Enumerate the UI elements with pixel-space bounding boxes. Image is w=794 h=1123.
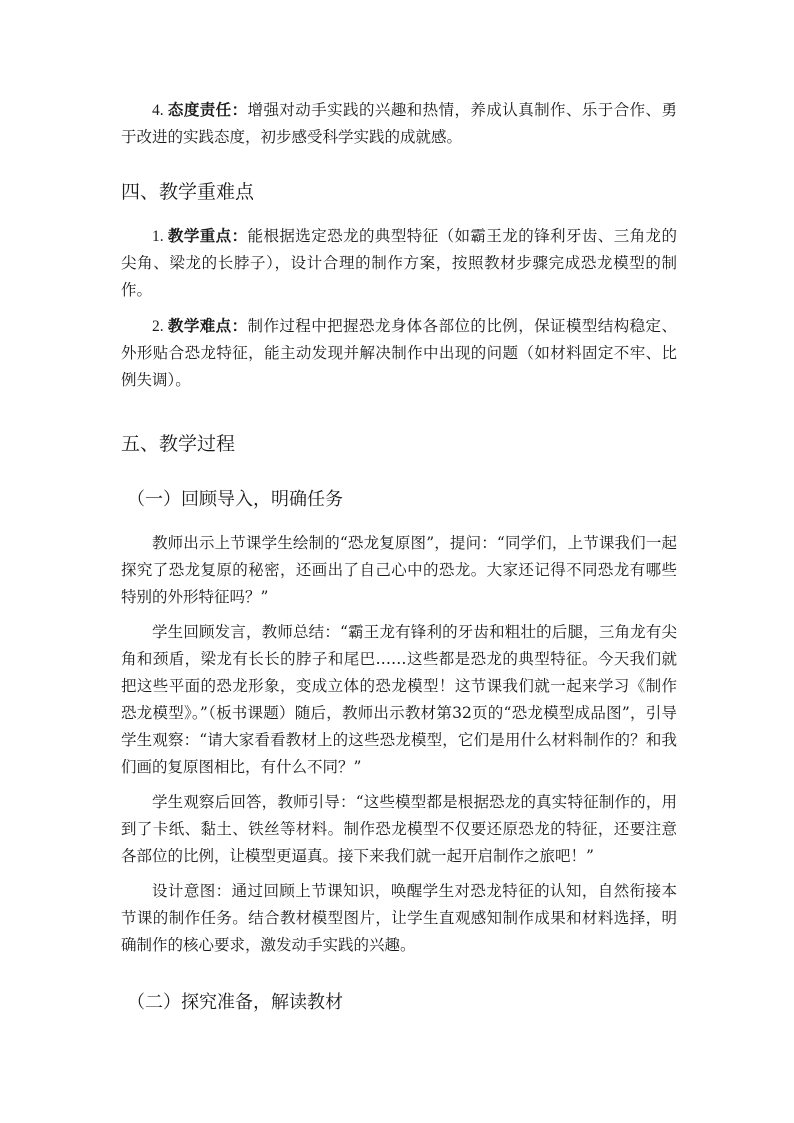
section-heading-4: 四、教学重难点: [121, 181, 255, 203]
list-number: 2.: [152, 318, 168, 335]
bold-lead: 教学重点：: [167, 226, 248, 245]
list-number: 1.: [152, 228, 168, 245]
document-page: [121, 96, 677, 1017]
section-heading-5: 五、教学过程: [121, 433, 236, 455]
attitude-paragraph: [121, 96, 677, 151]
bold-lead: 教学难点：: [167, 316, 248, 335]
list-number: 4.: [152, 102, 168, 119]
process-paragraph-3: 学生观察后回答，教师引导：“这些模型都是根据恐龙的真实特征制作的，用到了卡纸、黏土、铁丝等材料。制作恐龙模型不仅要还原恐龙的特征，还要注意各部位的比例，让模型更逼真。接下来我们就一起开启制作之旅吧！”: [121, 793, 677, 865]
paragraph-text: 增强对动手实践的兴趣和热情，养成认真制作、乐于合作、勇于改进的实践态度，初步感受科学实践的成就感。: [121, 101, 677, 146]
bold-lead: 态度责任：: [167, 100, 248, 119]
paragraph-text: 制作过程中把握恐龙身体各部位的比例，保证模型结构稳定、外形贴合恐龙特征，能主动发现并解决制作中出现的问题（如材料固定不牢、比例失调）。: [121, 317, 677, 389]
subsection-heading-1: （一）回顾导入，明确任务: [127, 489, 343, 510]
difficult-point-paragraph: [121, 312, 677, 394]
design-intent-paragraph: 设计意图：通过回顾上节课知识，唤醒学生对恐龙特征的认知，自然衔接本节课的制作任务。结合教材模型图片，让学生直观感知制作成果和材料选择，明确制作的核心要求，激发动手实践的兴趣。: [121, 882, 677, 954]
subsection-heading-2: （二）探究准备，解读教材: [127, 992, 343, 1013]
process-paragraph-1: 教师出示上节课学生绘制的“恐龙复原图”，提问：“同学们，上节课我们一起探究了恐龙复原的秘密，还画出了自己心中的恐龙。大家还记得不同恐龙有哪些特别的外形特征吗？”: [121, 534, 677, 606]
paragraph-text: 能根据选定恐龙的典型特征（如霸王龙的锋利牙齿、三角龙的尖角、梁龙的长脖子），设计合理的制作方案，按照教材步骤完成恐龙模型的制作。: [121, 227, 677, 299]
process-paragraph-2: 学生回顾发言，教师总结：“霸王龙有锋利的牙齿和粗壮的后腿，三角龙有尖角和颈盾，梁龙有长长的脖子和尾巴……这些都是恐龙的典型特征。今天我们就把这些平面的恐龙形象，变成立体的恐龙模型！这节课我们就一起来学习《制作恐龙模型》。”（板书课题）随后，教师出示教材第32页的“恐龙模型成品图”，引导学生观察：“请大家看看教材上的这些恐龙模型，它们是用什么材料制作的？和我们画的复原图相比，有什么不同？”: [121, 623, 677, 776]
key-point-paragraph: [121, 222, 677, 304]
